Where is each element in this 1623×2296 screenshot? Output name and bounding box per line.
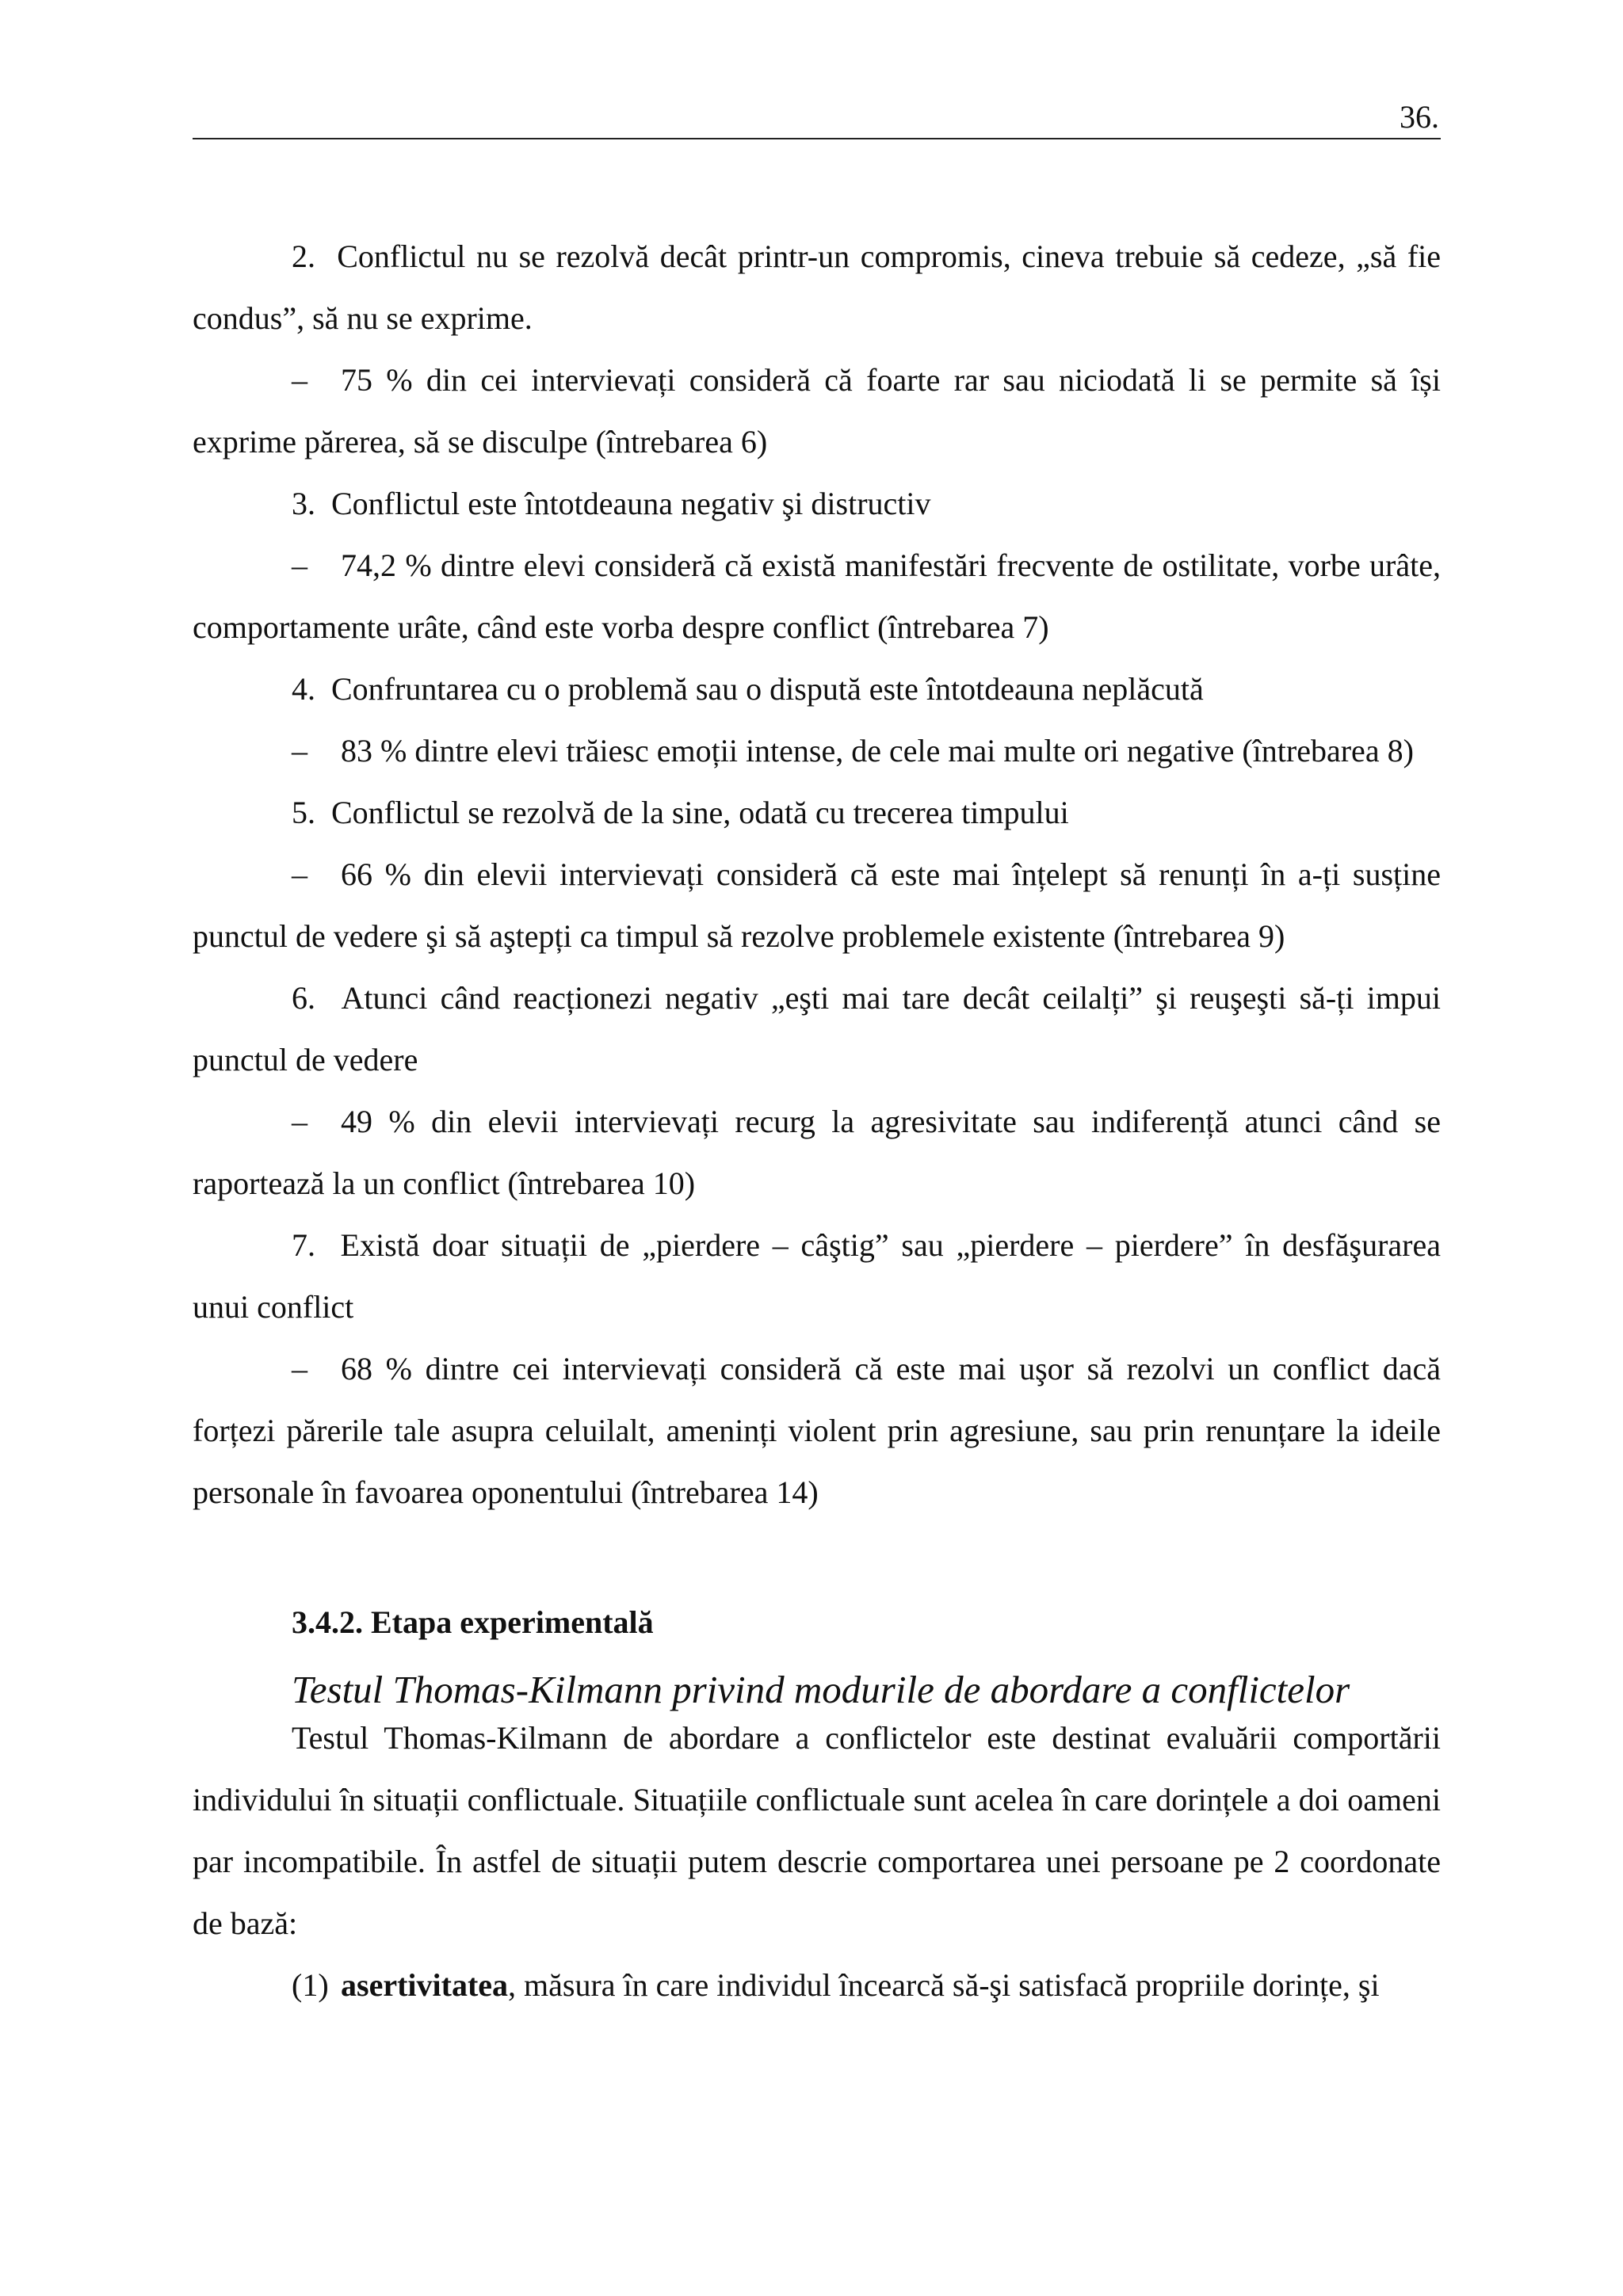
section-subtitle: Testul Thomas-Kilmann privind modurile de abordare a conflictelor [292,1668,1350,1711]
point-4 [193,658,1441,720]
list-item-assertiveness [193,1955,1441,2016]
finding-q10 [193,1091,1441,1215]
list-text: , măsura în care individul încearcă să-şi satisfacă propriile dorințe, şi [508,1967,1380,2003]
finding-text: 83 % dintre elevi trăiesc emoții intense, de cele mai multe ori negative (întrebarea 8) [341,733,1414,769]
finding-q9 [193,844,1441,967]
point-2 [193,226,1441,349]
point-number: 2. [292,238,315,274]
finding-q6 [193,349,1441,473]
finding-text: 68 % dintre cei intervievați consideră că este mai uşor să rezolvi un conflict dacă forțezi părerile tale asupra celuilalt, ameninți violent prin agresiune, sau prin renunțare la ideile personale în favoarea oponentului (întrebarea 14) [193,1351,1441,1510]
dash-marker: – [292,856,307,892]
finding-text: 75 % din cei intervievați consideră că foarte rar sau niciodată li se permite să își exprime părerea, să se disculpe (întrebarea 6) [193,362,1441,460]
point-text: Confruntarea cu o problemă sau o dispută este întotdeauna neplăcută [331,671,1204,707]
section-heading: 3.4.2. Etapa experimentală [292,1604,654,1640]
finding-text: 74,2 % dintre elevi consideră că există manifestări frecvente de ostilitate, vorbe urâte, comportamente urâte, când este vorba despre conflict (întrebarea 7) [193,547,1441,645]
dash-marker: – [292,733,307,769]
point-3 [193,473,1441,535]
page-content [193,226,1441,2016]
point-text: Conflictul nu se rezolvă decât printr-un compromis, cineva trebuie să cedeze, „să fie condus”, să nu se exprime. [193,238,1442,336]
header-rule [193,138,1441,139]
dash-marker: – [292,1351,307,1386]
point-number: 6. [292,980,315,1016]
dash-marker: – [292,1104,307,1139]
point-number: 3. [292,486,315,521]
section-spacer [193,1524,1441,1592]
point-number: 5. [292,795,315,830]
point-number: 4. [292,671,315,707]
finding-text: 66 % din elevii intervievați consideră că este mai înțelept să renunți în a-ți susține punctul de vedere şi să aştepți ca timpul să rezolve problemele existente (întrebarea 9) [193,856,1441,954]
list-number: (1) [292,1967,329,2003]
point-text: Atunci când reacționezi negativ „eşti mai tare decât ceilalți” şi reuşeşti să-ți impui punctul de vedere [193,980,1442,1077]
section-paragraph: Testul Thomas-Kilmann de abordare a conflictelor este destinat evaluării comportării individului în situații conflictuale. Situațiile conflictuale sunt acelea în care dorințele a doi oameni par incompatibile. În astfel de situații putem descrie comportarea unei persoane pe 2 coordonate de bază: [193,1720,1441,1941]
point-text: Există doar situații de „pierdere – câştig” sau „pierdere – pierdere” în desfăşurarea unui conflict [193,1227,1442,1325]
point-number: 7. [292,1227,315,1263]
finding-q14 [193,1338,1441,1524]
point-5 [193,782,1441,844]
dash-marker: – [292,362,307,398]
point-text: Conflictul se rezolvă de la sine, odată cu trecerea timpului [331,795,1069,830]
point-7 [193,1215,1441,1338]
page-number: 36. [1400,99,1439,135]
finding-text: 49 % din elevii intervievați recurg la agresivitate sau indiferență atunci când se raportează la un conflict (întrebarea 10) [193,1104,1441,1201]
list-term: asertivitatea [341,1967,509,2003]
dash-marker: – [292,547,307,583]
finding-q8 [193,720,1441,782]
point-text: Conflictul este întotdeauna negativ şi distructiv [331,486,931,521]
finding-q7 [193,535,1441,658]
point-6 [193,967,1441,1091]
